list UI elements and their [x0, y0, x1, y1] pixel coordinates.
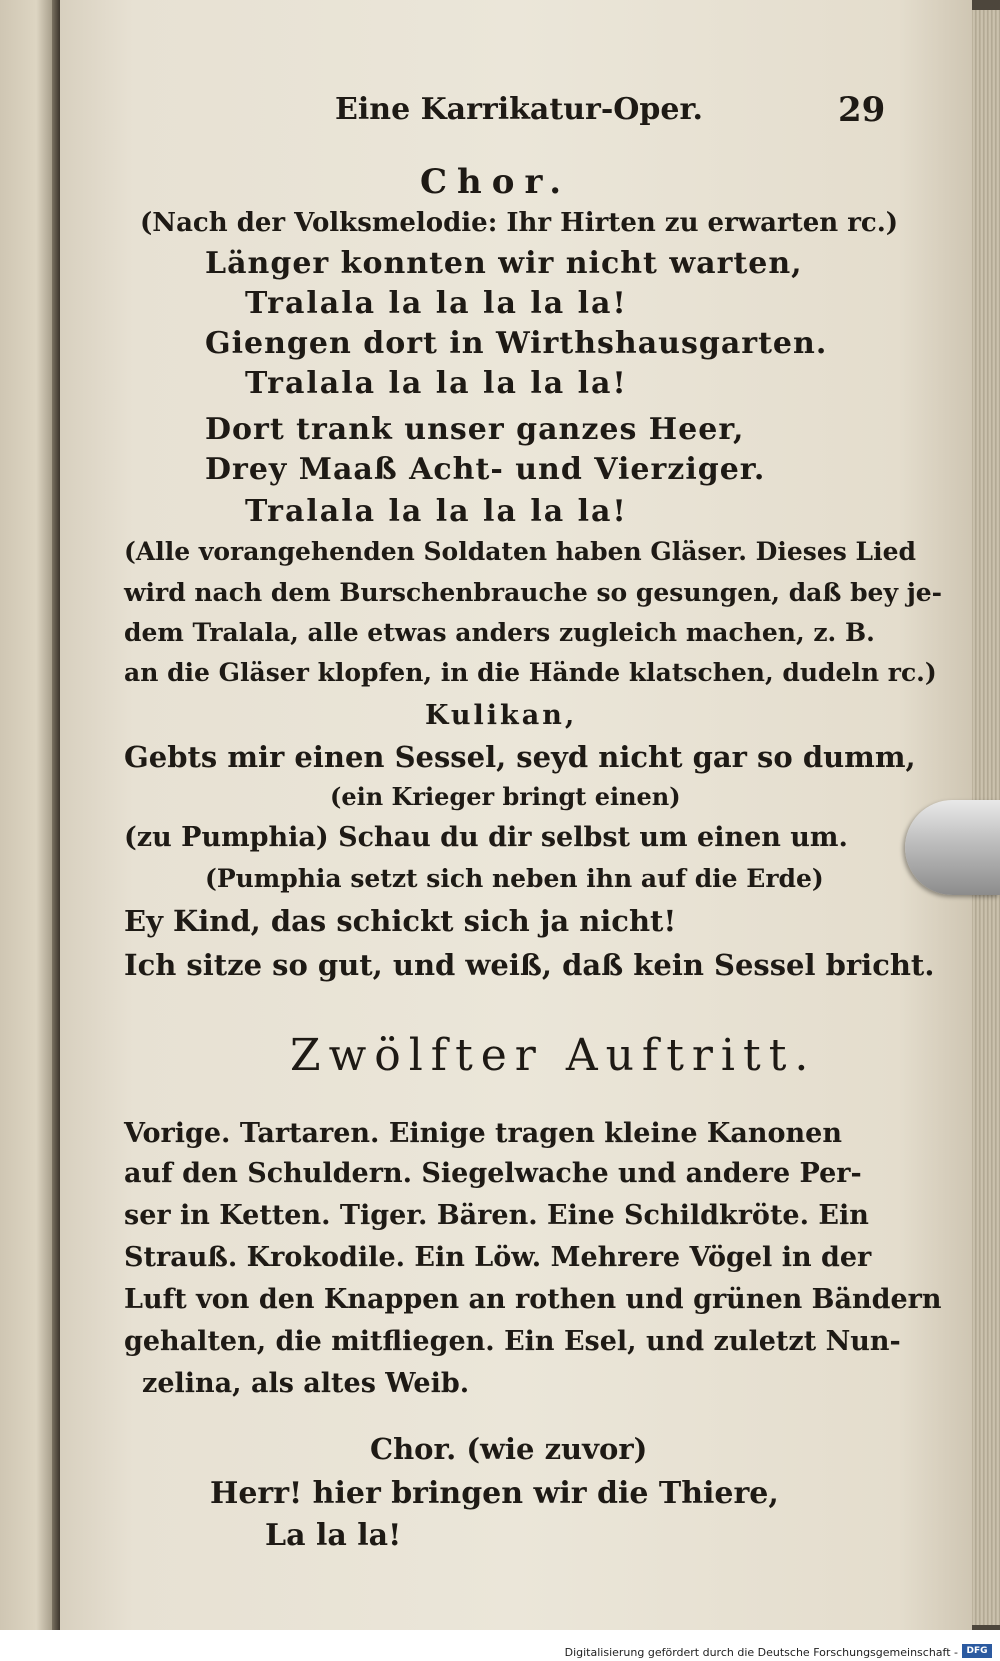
- final-verse-line: La la la!: [265, 1518, 402, 1553]
- dialogue-line: (zu Pumphia) Schau du dir selbst um einen um.: [124, 822, 848, 853]
- scene-description-line: zelina, als altes Weib.: [142, 1368, 470, 1399]
- scene-heading: Zwölfter Auftritt.: [290, 1030, 817, 1081]
- scene-description-line: Luft von den Knappen an rothen und grünen Bändern: [124, 1284, 942, 1315]
- stage-direction-line: an die Gläser klopfen, in die Hände klatschen, dudeln rc.): [124, 658, 937, 687]
- stage-direction-line: dem Tralala, alle etwas anders zugleich machen, z. B.: [124, 618, 875, 647]
- verse-line: Drey Maaß Acht- und Vierziger.: [205, 452, 766, 487]
- running-title: Eine Karrikatur-Oper.: [335, 92, 703, 127]
- speaker-name: Kulikan,: [425, 700, 578, 731]
- scene-description-line: auf den Schuldern. Siegelwache und andere Per-: [124, 1158, 862, 1189]
- dialogue-stage-note: (ein Krieger bringt einen): [330, 782, 681, 811]
- scene-description-line: Strauß. Krokodile. Ein Löw. Mehrere Vögel in der: [124, 1242, 872, 1273]
- book-gutter: [52, 0, 60, 1630]
- scene-description-line: Vorige. Tartaren. Einige tragen kleine Kanonen: [124, 1118, 842, 1149]
- page-clip: [905, 800, 1000, 895]
- verse-line: Giengen dort in Wirthshausgarten.: [205, 326, 828, 361]
- dfg-credit: Digitalisierung gefördert durch die Deutsche Forschungsgemeinschaft -: [564, 1646, 958, 1659]
- dialogue-line: Ey Kind, das schickt sich ja nicht!: [124, 904, 677, 938]
- final-verse-line: Herr! hier bringen wir die Thiere,: [210, 1476, 779, 1511]
- verse-line: Tralala la la la la la!: [245, 366, 628, 401]
- scene-description-line: ser in Ketten. Tiger. Bären. Eine Schildkröte. Ein: [124, 1200, 869, 1231]
- page-number: 29: [838, 90, 886, 130]
- verse-line: Länger konnten wir nicht warten,: [205, 246, 803, 281]
- scene-description-line: gehalten, die mitfliegen. Ein Esel, und zuletzt Nun-: [124, 1326, 901, 1357]
- dialogue-line: Ich sitze so gut, und weiß, daß kein Sessel bricht.: [124, 948, 935, 982]
- stage-direction-line: wird nach dem Burschenbrauche so gesungen, daß bey je-: [124, 578, 943, 607]
- chor-heading: Chor.: [420, 162, 572, 202]
- chor-line: Chor. (wie zuvor): [370, 1432, 648, 1466]
- verse-line: Tralala la la la la la!: [245, 494, 628, 529]
- melody-note: (Nach der Volksmelodie: Ihr Hirten zu erwarten rc.): [140, 208, 899, 238]
- dialogue-stage-note: (Pumphia setzt sich neben ihn auf die Erde): [205, 864, 824, 893]
- dfg-logo: DFG: [962, 1644, 992, 1658]
- left-page-edge: [0, 0, 52, 1630]
- dialogue-line: Gebts mir einen Sessel, seyd nicht gar so dumm,: [124, 740, 916, 774]
- verse-line: Tralala la la la la la!: [245, 286, 628, 321]
- verse-line: Dort trank unser ganzes Heer,: [205, 412, 745, 447]
- stage-direction-line: (Alle vorangehenden Soldaten haben Gläser. Dieses Lied: [124, 537, 916, 566]
